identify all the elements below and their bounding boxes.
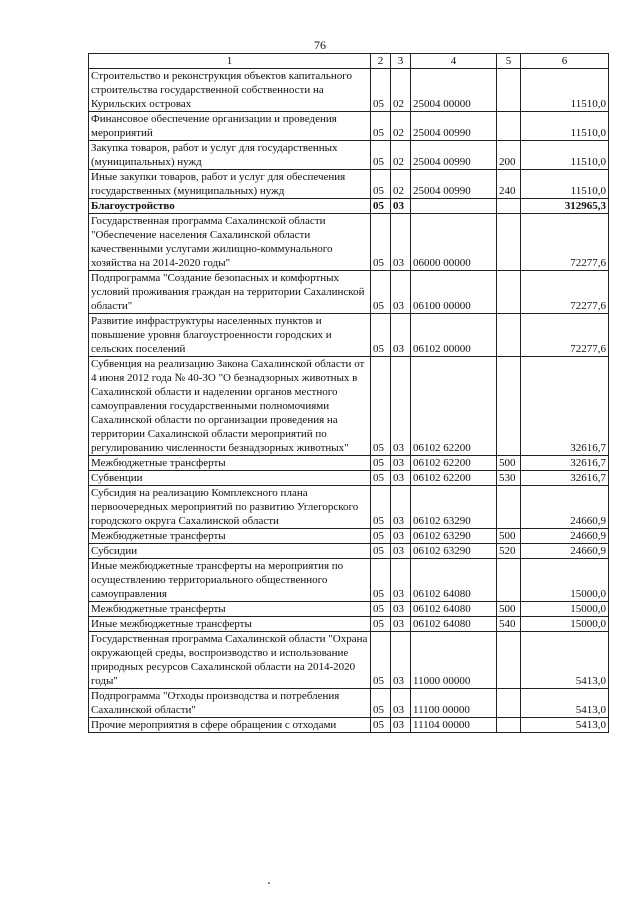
row-subsection-code: 03 xyxy=(391,632,411,689)
table-row xyxy=(89,141,609,170)
row-section-code: 05 xyxy=(371,456,391,471)
row-subsection-code: 03 xyxy=(391,544,411,559)
row-description: Иные закупки товаров, работ и услуг для обеспечения государственных (муниципальных) нужд xyxy=(89,170,371,199)
row-target-article: 06100 00000 xyxy=(411,271,497,314)
row-expense-type xyxy=(497,214,521,271)
row-target-article: 06000 00000 xyxy=(411,214,497,271)
row-amount: 72277,6 xyxy=(521,314,609,357)
row-amount: 11510,0 xyxy=(521,141,609,170)
table-row xyxy=(89,602,609,617)
table-row xyxy=(89,632,609,689)
row-target-article: 11100 00000 xyxy=(411,689,497,718)
table-row xyxy=(89,544,609,559)
row-subsection-code: 02 xyxy=(391,69,411,112)
row-expense-type: 540 xyxy=(497,617,521,632)
row-expense-type xyxy=(497,689,521,718)
column-header: 1 xyxy=(89,54,371,69)
row-expense-type xyxy=(497,69,521,112)
table-header-row xyxy=(89,54,609,69)
row-amount: 72277,6 xyxy=(521,271,609,314)
row-subsection-code: 02 xyxy=(391,170,411,199)
row-target-article: 06102 62200 xyxy=(411,471,497,486)
row-section-code: 05 xyxy=(371,141,391,170)
row-amount: 15000,0 xyxy=(521,617,609,632)
row-expense-type: 500 xyxy=(497,529,521,544)
row-section-code: 05 xyxy=(371,689,391,718)
row-target-article: 25004 00000 xyxy=(411,69,497,112)
row-section-code: 05 xyxy=(371,718,391,733)
row-amount: 5413,0 xyxy=(521,632,609,689)
row-amount: 32616,7 xyxy=(521,357,609,456)
row-description: Прочие мероприятия в сфере обращения с отходами xyxy=(89,718,371,733)
row-description: Закупка товаров, работ и услуг для государственных (муниципальных) нужд xyxy=(89,141,371,170)
row-amount: 15000,0 xyxy=(521,602,609,617)
table-row xyxy=(89,271,609,314)
row-description: Иные межбюджетные трансферты на мероприятия по осуществлению территориального общественного самоуправления xyxy=(89,559,371,602)
budget-table xyxy=(88,53,609,733)
column-header: 2 xyxy=(371,54,391,69)
row-amount: 11510,0 xyxy=(521,69,609,112)
table-row xyxy=(89,689,609,718)
row-expense-type xyxy=(497,632,521,689)
row-target-article: 11000 00000 xyxy=(411,632,497,689)
table-row xyxy=(89,214,609,271)
row-expense-type: 530 xyxy=(497,471,521,486)
row-expense-type: 200 xyxy=(497,141,521,170)
row-expense-type xyxy=(497,486,521,529)
table-row xyxy=(89,357,609,456)
row-description: Государственная программа Сахалинской области "Обеспечение населения Сахалинской области качественными услугами жилищно-коммунального хозяйства на 2014-2020 годы" xyxy=(89,214,371,271)
row-expense-type: 500 xyxy=(497,602,521,617)
scan-speck xyxy=(268,882,270,884)
table-row xyxy=(89,559,609,602)
row-expense-type: 500 xyxy=(497,456,521,471)
row-subsection-code: 02 xyxy=(391,112,411,141)
row-subsection-code: 03 xyxy=(391,718,411,733)
row-description: Межбюджетные трансферты xyxy=(89,529,371,544)
row-target-article: 06102 62200 xyxy=(411,357,497,456)
column-header: 4 xyxy=(411,54,497,69)
row-subsection-code: 03 xyxy=(391,602,411,617)
row-expense-type xyxy=(497,357,521,456)
row-description: Субсидии xyxy=(89,544,371,559)
table-row xyxy=(89,112,609,141)
row-subsection-code: 03 xyxy=(391,214,411,271)
row-subsection-code: 02 xyxy=(391,141,411,170)
row-expense-type xyxy=(497,271,521,314)
row-subsection-code: 03 xyxy=(391,529,411,544)
row-section-code: 05 xyxy=(371,214,391,271)
table-row xyxy=(89,456,609,471)
row-description: Благоустройство xyxy=(89,199,371,214)
table-row xyxy=(89,69,609,112)
row-section-code: 05 xyxy=(371,471,391,486)
row-subsection-code: 03 xyxy=(391,456,411,471)
row-amount: 32616,7 xyxy=(521,456,609,471)
row-subsection-code: 03 xyxy=(391,314,411,357)
row-amount: 24660,9 xyxy=(521,529,609,544)
row-target-article: 06102 63290 xyxy=(411,544,497,559)
row-target-article: 25004 00990 xyxy=(411,112,497,141)
column-header: 3 xyxy=(391,54,411,69)
table-row xyxy=(89,471,609,486)
row-section-code: 05 xyxy=(371,559,391,602)
row-description: Строительство и реконструкция объектов капитального строительства государственной собственности на Курильских островах xyxy=(89,69,371,112)
row-description: Субсидия на реализацию Комплексного плана первоочередных мероприятий по развитию Углегорского городского округа Сахалинской области xyxy=(89,486,371,529)
row-amount: 32616,7 xyxy=(521,471,609,486)
row-description: Государственная программа Сахалинской области "Охрана окружающей среды, воспроизводство и использование природных ресурсов Сахалинской области на 2014-2020 годы" xyxy=(89,632,371,689)
column-header: 5 xyxy=(497,54,521,69)
row-target-article: 25004 00990 xyxy=(411,170,497,199)
row-description: Межбюджетные трансферты xyxy=(89,456,371,471)
row-section-code: 05 xyxy=(371,314,391,357)
row-expense-type xyxy=(497,559,521,602)
row-target-article: 06102 62200 xyxy=(411,456,497,471)
row-expense-type xyxy=(497,112,521,141)
column-header: 6 xyxy=(521,54,609,69)
row-subsection-code: 03 xyxy=(391,471,411,486)
table-row xyxy=(89,314,609,357)
row-amount: 15000,0 xyxy=(521,559,609,602)
row-target-article: 06102 00000 xyxy=(411,314,497,357)
row-description: Финансовое обеспечение организации и проведения мероприятий xyxy=(89,112,371,141)
row-amount: 5413,0 xyxy=(521,689,609,718)
row-description: Иные межбюджетные трансферты xyxy=(89,617,371,632)
table-row xyxy=(89,529,609,544)
row-target-article: 06102 63290 xyxy=(411,529,497,544)
row-section-code: 05 xyxy=(371,357,391,456)
row-section-code: 05 xyxy=(371,529,391,544)
row-amount: 11510,0 xyxy=(521,112,609,141)
table-row xyxy=(89,617,609,632)
row-amount: 312965,3 xyxy=(521,199,609,214)
row-amount: 5413,0 xyxy=(521,718,609,733)
row-subsection-code: 03 xyxy=(391,486,411,529)
row-description: Развитие инфраструктуры населенных пунктов и повышение уровня благоустроенности городских и сельских поселений xyxy=(89,314,371,357)
row-amount: 24660,9 xyxy=(521,544,609,559)
row-description: Субвенции xyxy=(89,471,371,486)
row-amount: 11510,0 xyxy=(521,170,609,199)
row-subsection-code: 03 xyxy=(391,271,411,314)
table-row xyxy=(89,486,609,529)
row-amount: 72277,6 xyxy=(521,214,609,271)
row-description: Межбюджетные трансферты xyxy=(89,602,371,617)
row-section-code: 05 xyxy=(371,170,391,199)
row-expense-type xyxy=(497,314,521,357)
table-row xyxy=(89,718,609,733)
page-number: 76 xyxy=(314,38,326,52)
row-expense-type: 520 xyxy=(497,544,521,559)
row-subsection-code: 03 xyxy=(391,357,411,456)
row-section-code: 05 xyxy=(371,486,391,529)
row-subsection-code: 03 xyxy=(391,617,411,632)
row-target-article: 25004 00990 xyxy=(411,141,497,170)
row-subsection-code: 03 xyxy=(391,559,411,602)
row-amount: 24660,9 xyxy=(521,486,609,529)
row-section-code: 05 xyxy=(371,602,391,617)
row-target-article: 11104 00000 xyxy=(411,718,497,733)
row-section-code: 05 xyxy=(371,199,391,214)
table-row xyxy=(89,170,609,199)
row-section-code: 05 xyxy=(371,112,391,141)
row-section-code: 05 xyxy=(371,271,391,314)
row-expense-type xyxy=(497,199,521,214)
row-expense-type: 240 xyxy=(497,170,521,199)
row-section-code: 05 xyxy=(371,69,391,112)
table-row xyxy=(89,199,609,214)
row-target-article: 06102 64080 xyxy=(411,617,497,632)
row-subsection-code: 03 xyxy=(391,689,411,718)
row-target-article xyxy=(411,199,497,214)
row-section-code: 05 xyxy=(371,544,391,559)
row-section-code: 05 xyxy=(371,617,391,632)
row-description: Подпрограмма "Создание безопасных и комфортных условий проживания граждан на территории Сахалинской области" xyxy=(89,271,371,314)
row-section-code: 05 xyxy=(371,632,391,689)
row-target-article: 06102 64080 xyxy=(411,602,497,617)
row-target-article: 06102 64080 xyxy=(411,559,497,602)
row-subsection-code: 03 xyxy=(391,199,411,214)
row-description: Подпрограмма "Отходы производства и потребления Сахалинской области" xyxy=(89,689,371,718)
row-description: Субвенция на реализацию Закона Сахалинской области от 4 июня 2012 года № 40-ЗО "О безнадзорных животных в Сахалинской области и наделении органов местного самоуправления государственными полномочиями Сахалинской области по организации проведения на территории Сахалинской области мероприятий по регулированию численности безнадзорных животных" xyxy=(89,357,371,456)
row-target-article: 06102 63290 xyxy=(411,486,497,529)
row-expense-type xyxy=(497,718,521,733)
